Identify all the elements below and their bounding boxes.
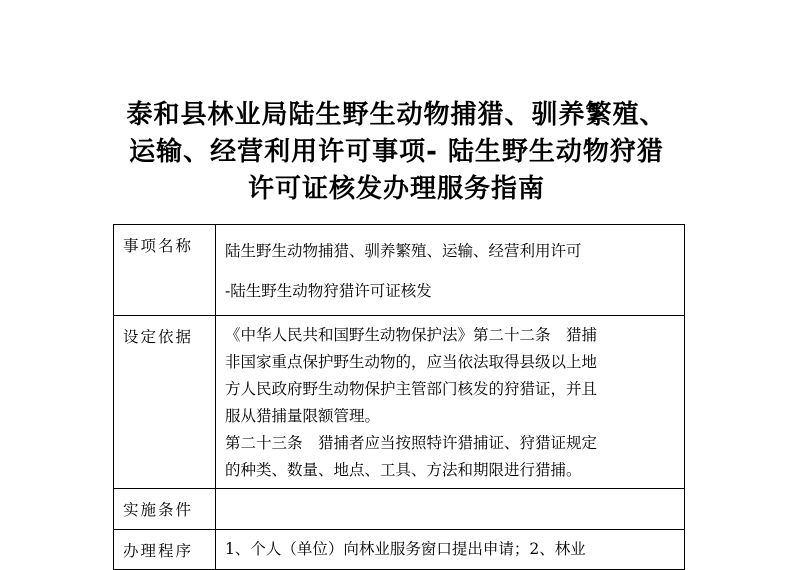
table-row-legal-basis (114, 316, 685, 489)
legal-basis-line-6: 的种类、数量、地点、工具、方法和期限进行猎捕。 (225, 461, 582, 479)
document-title (0, 97, 793, 208)
legal-basis-line-3: 方人民政府野生动物保护主管部门核发的狩猎证，并且 (225, 380, 598, 398)
row-content-procedure (216, 530, 685, 570)
item-name-line-2: -陆生野生动物狩猎许可证核发 (225, 282, 432, 300)
item-name-line-1: 陆生野生动物捕猎、驯养繁殖、运输、经营利用许可 (225, 242, 582, 260)
row-label-legal-basis: 设定依据 (114, 316, 216, 489)
legal-basis-line-4: 服从猎捕量限额管理。 (225, 407, 381, 425)
row-content-item-name (216, 225, 685, 316)
legal-basis-line-2: 非国家重点保护野生动物的，应当依法取得县级以上地 (225, 353, 598, 371)
table-row-procedure (114, 530, 685, 570)
row-label-procedure: 办理程序 (114, 530, 216, 570)
row-content-conditions (216, 489, 685, 530)
procedure-line-1: 1、个人（单位）向林业服务窗口提出申请；2、林业 (225, 540, 586, 558)
legal-basis-line-5: 第二十三条 猎捕者应当按照特许猎捕证、狩猎证规定 (225, 434, 598, 452)
title-line-3: 许可证核发办理服务指南 (247, 174, 545, 204)
table-row-conditions (114, 489, 685, 530)
row-label-conditions: 实施条件 (114, 489, 216, 530)
table-row-item-name (114, 225, 685, 316)
row-label-item-name: 事项名称 (114, 225, 216, 316)
title-line-1: 泰和县林业局陆生野生动物捕猎、驯养繁殖、 (126, 100, 667, 130)
row-content-legal-basis (216, 316, 685, 489)
title-line-2: 运输、经营利用许可事项- 陆生野生动物狩猎 (129, 137, 664, 167)
legal-basis-line-1: 《中华人民共和国野生动物保护法》第二十二条 猎捕 (225, 326, 598, 344)
service-guide-table (113, 224, 685, 570)
